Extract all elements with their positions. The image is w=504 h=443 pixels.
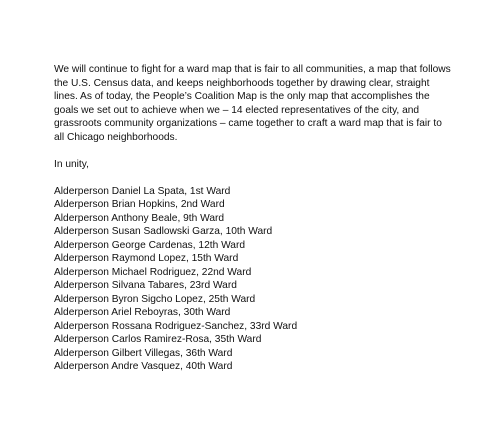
letter-paragraph: We will continue to fight for a ward map that is fair to all communities, a map that follows the U.S. Census data, and keeps neighborhoods together by drawing clear, straight lines. As of today, the People’s Coalition Map is the only map that accomplishes the goals we set out to achieve when we – 14 elected representatives of the city, and grassroots community organizations – came together to craft a ward map that is fair to all Chicago neighborhoods.: [54, 64, 451, 143]
signatory-line: Alderperson Ariel Reboyras, 30th Ward: [54, 307, 231, 318]
signatory-line: Alderperson Michael Rodriguez, 22nd Ward: [54, 266, 252, 278]
signatory-line: Alderperson Rossana Rodriguez-Sanchez, 33rd Ward: [54, 320, 298, 332]
signatory-line: Alderperson Anthony Beale, 9th Ward: [54, 212, 225, 224]
signatory-line: Alderperson Raymond Lopez, 15th Ward: [54, 253, 239, 264]
letter-closing: In unity,: [54, 158, 89, 170]
letter-body: [54, 63, 454, 374]
signatory-line: Alderperson Byron Sigcho Lopez, 25th Ward: [54, 293, 256, 305]
signatory-line: Alderperson Silvana Tabares, 23rd Ward: [54, 280, 237, 291]
signatory-line: Alderperson Brian Hopkins, 2nd Ward: [54, 199, 225, 210]
signatory-line: Alderperson George Cardenas, 12th Ward: [54, 239, 246, 251]
signatory-line: Alderperson Susan Sadlowski Garza, 10th Ward: [54, 226, 273, 237]
signatory-line: Alderperson Carlos Ramirez-Rosa, 35th Ward: [54, 334, 262, 345]
signatory-list: [54, 185, 454, 374]
signatory-line: Alderperson Gilbert Villegas, 36th Ward: [54, 347, 233, 359]
signatory-line: Alderperson Andre Vasquez, 40th Ward: [54, 361, 233, 372]
signatory-line: Alderperson Daniel La Spata, 1st Ward: [54, 185, 231, 197]
